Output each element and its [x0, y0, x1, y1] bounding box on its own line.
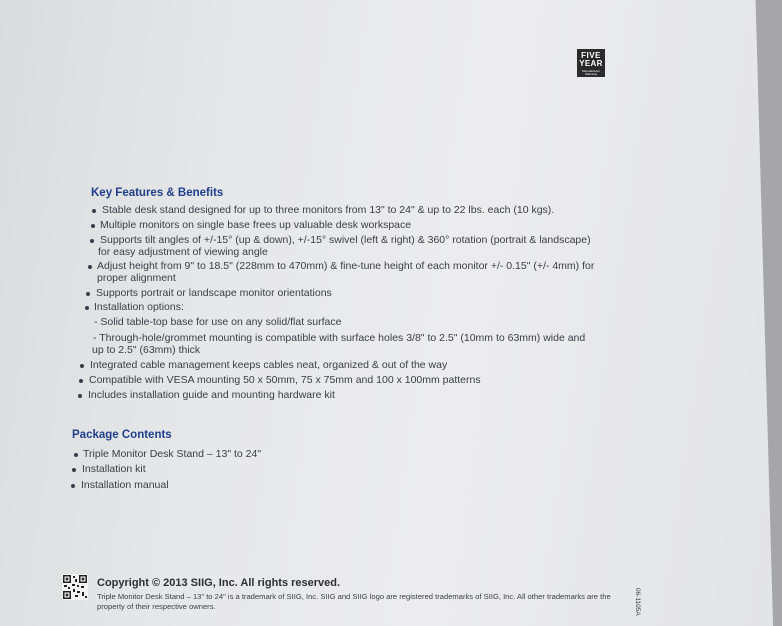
bullet-dot — [92, 209, 96, 213]
bullet-dot — [80, 364, 84, 368]
bullet-dot — [74, 453, 78, 457]
feature-item: Includes installation guide and mounting hardware kit — [88, 389, 335, 401]
package-item: Installation kit — [82, 463, 146, 475]
badge-line1: FIVE — [581, 51, 601, 60]
copyright-text: Copyright © 2013 SIIG, Inc. All rights reserved. — [97, 577, 341, 589]
package-item: Triple Monitor Desk Stand – 13" to 24" — [83, 448, 262, 460]
badge-line2: YEAR — [579, 59, 603, 68]
product-code: 06-1105A — [634, 588, 641, 616]
bullet-dot — [85, 306, 89, 310]
package-item: Installation manual — [81, 479, 169, 491]
features-heading: Key Features & Benefits — [91, 187, 224, 199]
bullet-dot — [72, 468, 76, 472]
trademark-notice: Triple Monitor Desk Stand – 13" to 24" is a trademark of SIIG, Inc. SIIG and SIIG logo are registered trademarks of SIIG, Inc. All other trademarks are the property of their respective owners. — [97, 592, 611, 611]
feature-item: Installation options: — [94, 301, 184, 313]
feature-item: Adjust height from 9" to 18.5" (228mm to 470mm) & fine-tune height of each monitor +/- 0.15" (+/- 4mm) for — [97, 260, 595, 272]
bullet-dot — [71, 484, 75, 488]
feature-item: Supports tilt angles of +/-15° (up & down), +/-15° swivel (left & right) & 360° rotation (portrait & landscape) — [100, 234, 591, 246]
package-heading: Package Contents — [72, 429, 172, 441]
feature-item: - Solid table-top base for use on any solid/flat surface — [94, 316, 342, 328]
bullet-dot — [86, 292, 90, 296]
bullet-dot — [90, 239, 94, 243]
feature-item: - Through-hole/grommet mounting is compatible with surface holes 3/8" to 2.5" (10mm to 63mm) wide and — [93, 332, 586, 344]
badge-line3: Manufacturer Warranty — [582, 69, 600, 76]
feature-item: up to 2.5" (63mm) thick — [92, 344, 201, 356]
feature-item: Integrated cable management keeps cables neat, organized & out of the way — [90, 359, 448, 371]
bullet-dot — [88, 265, 92, 269]
feature-item: proper alignment — [97, 272, 176, 284]
feature-item: for easy adjustment of viewing angle — [98, 246, 268, 258]
bullet-dot — [78, 394, 82, 398]
qr-code — [62, 574, 88, 600]
bullet-dot — [79, 379, 83, 383]
feature-item: Supports portrait or landscape monitor orientations — [96, 287, 332, 299]
feature-item: Compatible with VESA mounting 50 x 50mm, 75 x 75mm and 100 x 100mm patterns — [89, 374, 481, 386]
feature-item: Multiple monitors on single base frees up valuable desk workspace — [100, 219, 412, 231]
bullet-dot — [91, 224, 95, 228]
feature-item: Stable desk stand designed for up to three monitors from 13" to 24" & up to 22 lbs. each (10 kgs). — [102, 204, 555, 216]
